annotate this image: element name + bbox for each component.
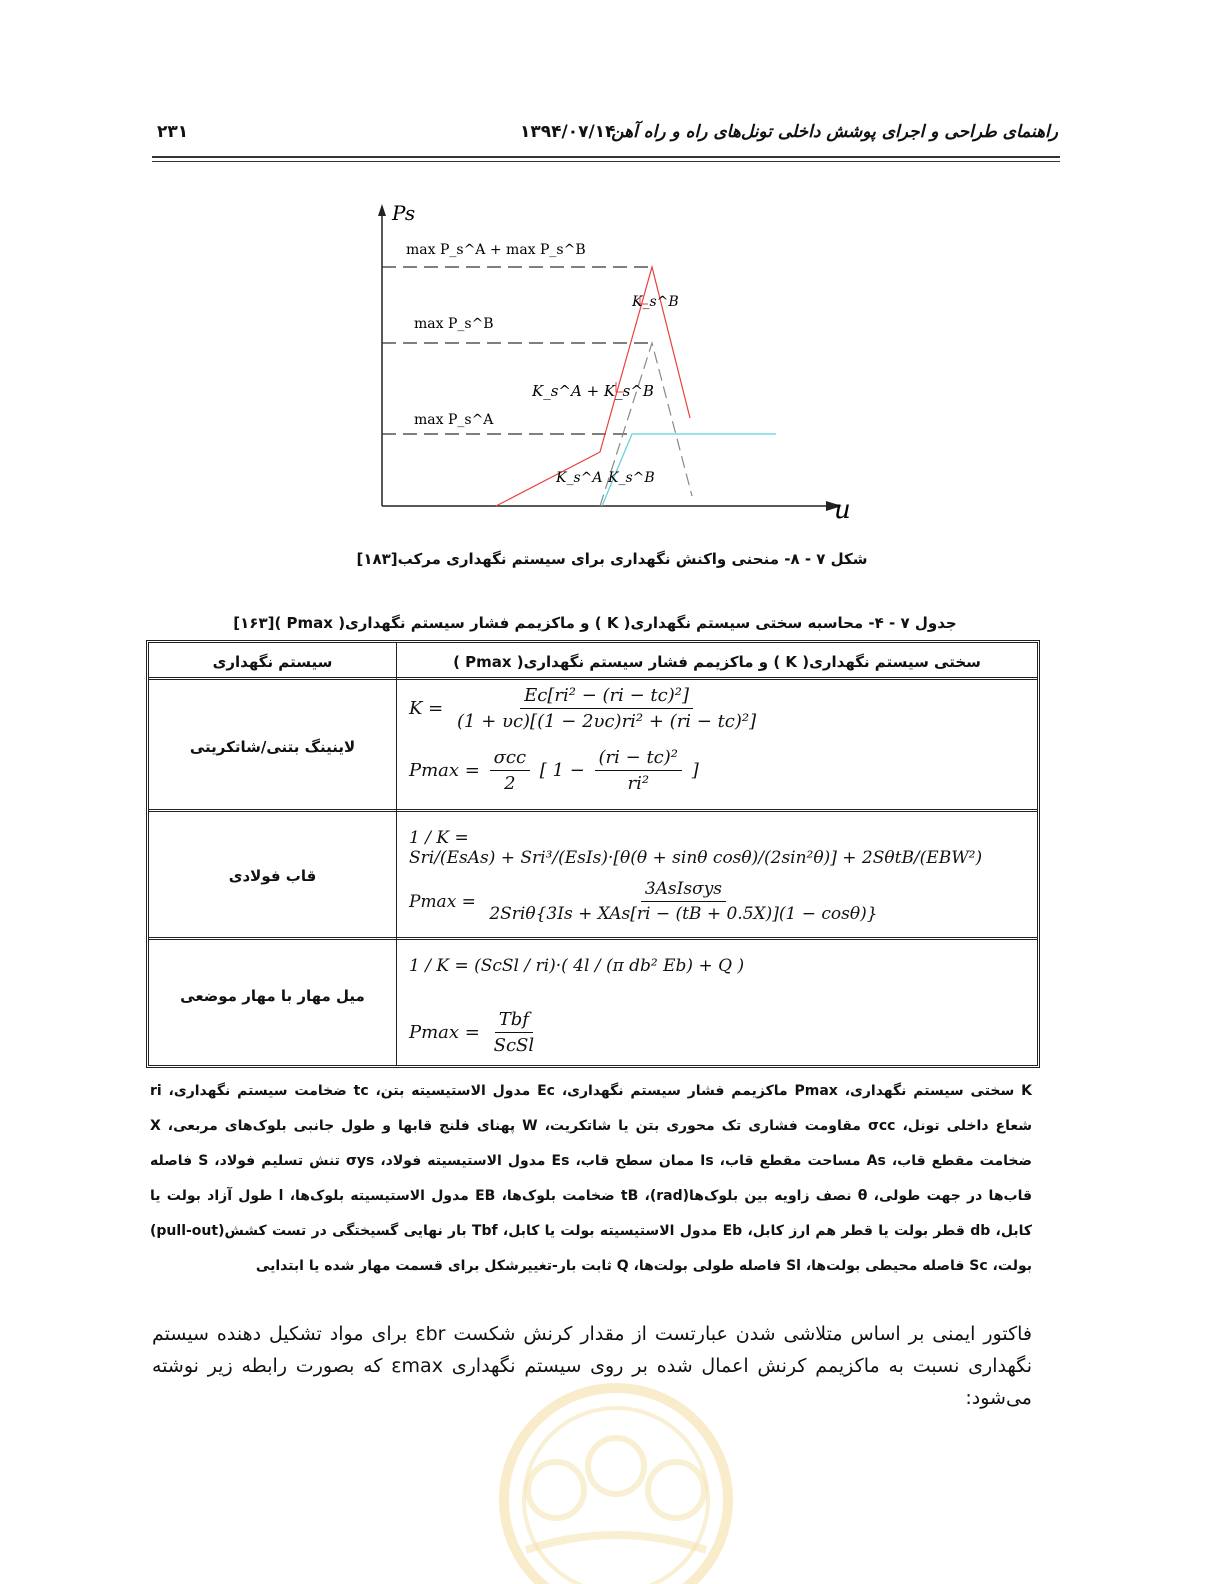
pmax-formula-steel: Pmax = $\frac{\text{3AsIsσys}}{\text{2Sriθ\{3Is + XAs[ri − (tB + 0.5X)](1 − cosθ)\}}}$ — [409, 879, 878, 924]
table-notes: K سختی سیستم نگهداری، Pmax ماکزیمم فشار سیستم نگهداری، Ec مدول الاستیسیته بتن، tc ضخامت سیستم نگهداری، ri شعاع داخلی تونل، σcc مقاومت فشاری تک محوری بتن یا شاتکریت، W پهنای فلنج قابها و طول جانبی بلوک‌های مربعی، X ضخامت مقطع قاب، As مساحت مقطع قاب، Is ممان سطح قاب، Es مدول الاستیسیته فولاد، σys تنش تسلیم فولاد، S فاصله قاب‌ها در جهت طولی، θ نصف زاویه بین بلوک‌ها(rad)، tB ضخامت بلوک‌ها، EB مدول الاستیسیته بلوک‌ها، l طول آزاد بولت یا کابل، db قطر بولت یا قطر هم ارز کابل، Eb مدول الاستیسیته بولت یا کابل، Tbf بار نهایی گسیختگی در تست کشش(pull-out) بولت، Sc فاصله محیطی بولت‌ها، Sl فاصله طولی بولت‌ها، Q ثابت بار-تغییرشکل برای قسمت مهار شده یا ابتدایی — [150, 1083, 1033, 1274]
header-formula-column: سختی سیستم نگهداری( K ) و ماکزیمم فشار سیستم نگهداری( Pmax ) — [453, 653, 981, 671]
row-divider — [149, 677, 1037, 680]
table-caption: جدول ۷ - ۴- محاسبه سختی سیستم نگهداری( K ) و ماکزیمم فشار سیستم نگهداری( Pmax )[۱۶۳] — [233, 614, 957, 632]
system-concrete-lining: لاینینگ بتنی/شاتکریتی — [189, 738, 356, 756]
pmax-formula-lining: Pmax = $\frac{\text{σcc}}{2}$ [ 1 − $\frac{\text{(ri − tc)²}}{\text{ri²}}$ ] — [409, 747, 699, 794]
support-reaction-curve — [370, 196, 860, 536]
header-rule-thin — [152, 161, 1060, 162]
label-ka: K_s^A — [556, 470, 603, 486]
label-kb-bottom: K_s^B — [608, 470, 655, 486]
pmax-formula-bolt: Pmax = $\frac{\text{Tbf}}{\text{ScSl}}$ — [409, 1009, 535, 1056]
system-steel-frame: قاب فولادی — [228, 867, 317, 885]
y-axis-arrow — [378, 204, 386, 216]
label-max-b: max P_s^B — [414, 316, 494, 332]
k-formula-lining: K = $\frac{\text{Ec[ri² − (ri − tc)²]}}{\text{(1 + υc)[(1 − 2υc)ri² + (ri − tc)²]}}$ — [409, 685, 757, 732]
column-divider — [396, 643, 397, 1065]
formula-table — [146, 640, 1040, 1068]
watermark-stamp — [486, 1380, 746, 1584]
header-system-column: سیستم نگهداری — [212, 653, 333, 671]
row-divider — [149, 937, 1037, 940]
figure-caption: شکل ۷ - ۸- منحنی واکنش نگهداری برای سیستم نگهداری مرکب[۱۸۳] — [356, 550, 868, 568]
y-axis-label: Ps — [392, 201, 416, 225]
k-formula-bolt: 1 / K = (ScSl / ri)·( 4l / (π db² Eb) + Q ) — [409, 955, 745, 976]
label-kb-top: K_s^B — [632, 294, 679, 310]
system-rock-bolt: میل مهار با مهار موضعی — [180, 987, 365, 1005]
label-k-sum: K_s^A + K_s^B — [532, 382, 654, 400]
body-paragraph: فاکتور ایمنی بر اساس متلاشی شدن عبارتست از مقدار کرنش شکست εbr برای مواد تشکیل دهنده سیستم نگهداری نسبت به ماکزیمم کرنش اعمال شده بر روی سیستم نگهداری εmax که بصورت رابطه زیر نوشته می‌شود: — [152, 1323, 1032, 1409]
k-formula-steel: 1 / K = Sri/(EsAs) + Sri³/(EsIs)·[θ(θ + sinθ cosθ)/(2sin²θ)] + 2SθtB/(EBW²) — [409, 827, 983, 868]
x-axis-label: u — [834, 495, 851, 525]
label-max-sum: max P_s^A + max P_s^B — [406, 242, 586, 258]
running-title: راهنمای طراحی و اجرای پوشش داخلی تونل‌های راه و راه آهن — [611, 122, 1058, 142]
label-max-a: max P_s^A — [414, 412, 494, 428]
header-rule — [152, 156, 1060, 158]
page-number: ۲۳۱ — [157, 122, 189, 142]
header-date: ۱۳۹۴/۰۷/۱۴ — [520, 122, 616, 142]
row-divider — [149, 809, 1037, 812]
